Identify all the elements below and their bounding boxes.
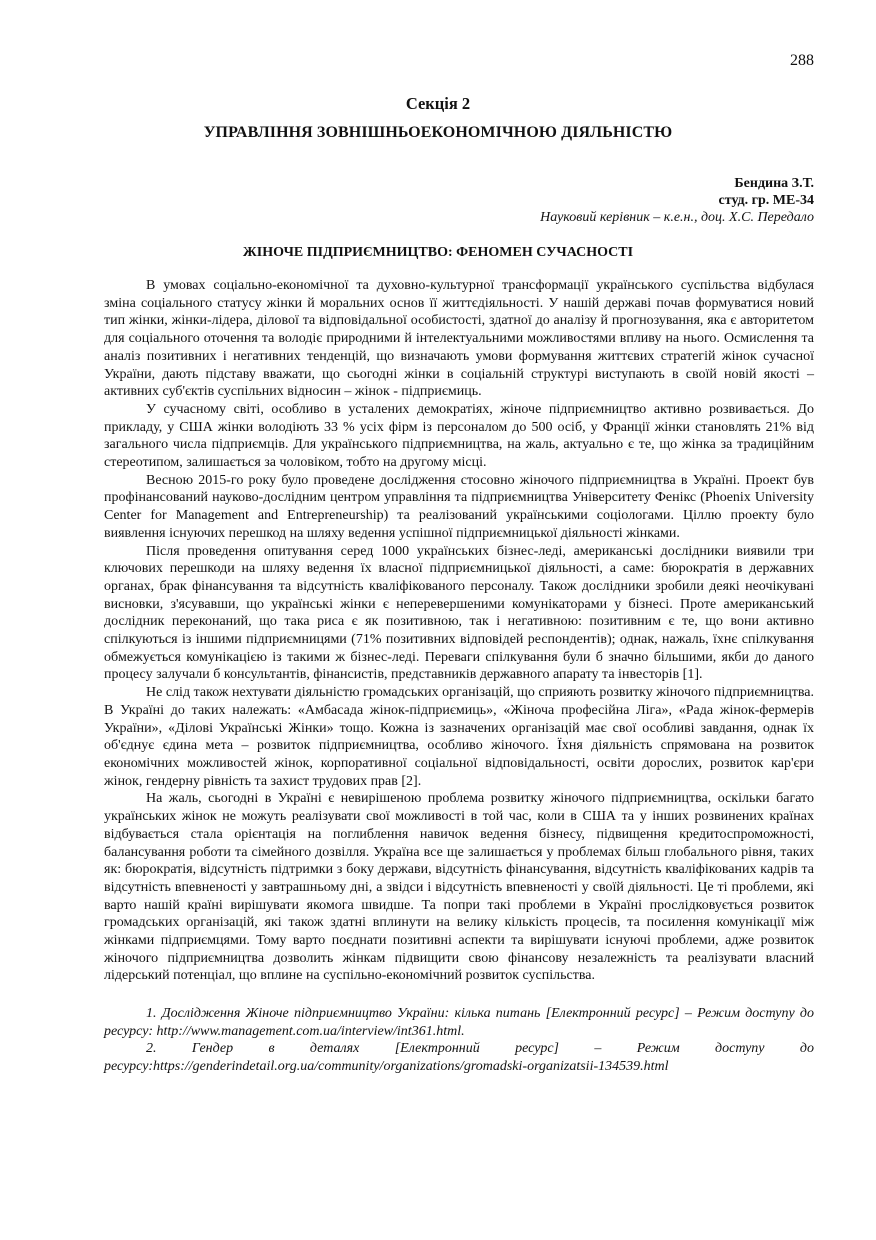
page-number: 288 [790, 52, 814, 69]
author-block [540, 175, 814, 226]
references [104, 1005, 814, 1076]
paragraph: Не слід також нехтувати діяльністю громадських організацій, що сприяють розвитку жіночого підприємництва. В Україні до таких належать: «Амбасада жінок-підприємиць», «Жіноча професійна Ліга», «Рада жінок-фермерів України», «Ділові Українські Жінки» тощо. Кожна із зазначених організацій має свої особливі завдання, однак їх об'єднує єдина мета – розвиток підприємництва, особливо жіночого. Їхня діяльність спрямована на розвиток економічних можливостей жінок, корпоративної соціальної відповідальності, освіти дорослих, розвиток кар'єри жінок, гендерну рівність та захист трудових прав [2]. [104, 685, 814, 789]
section-label: Секція 2 [405, 94, 471, 113]
section-title: УПРАВЛІННЯ ЗОВНІШНЬОЕКОНОМІЧНОЮ ДІЯЛЬНІСТЮ [203, 124, 673, 141]
paragraph: В умовах соціально-економічної та духовно-культурної трансформації українського суспільства відбулася зміна соціального статусу жінки й моральних основ її життєдіяльності. У нашій державі почав формуватися новий тип жінки, жінки-лідера, ділової та відповідальної особистості, здатної до аналізу й прогнозування, яка є авторитетом для соціального оточення та володіє природними й інтелектуальними можливостями впливу на нього. Осмислення та аналіз позитивних і негативних тенденцій, що визначають умови формування життєвих стратегій жінок сучасної України, дають підставу вважати, що сьогодні жінки в соціальній структурі виступають в своїй новій якості – активних суб'єктів суспільних відносин – жінок - підприємиць. [104, 278, 814, 400]
paragraph: Весною 2015-го року було проведене дослідження стосовно жіночого підприємництва в Україні. Проект був профінансований науково-дослідним центром управління та підприємництва Університету Фенікс (Phoenix University Center for Management and Entrepreneurship) та реалізований українськими соціологами. Ціллю проекту було виявлення існуючих перешкод на шляху ведення успішної підприємницької діяльності жінками. [104, 472, 814, 541]
article-title: ЖІНОЧЕ ПІДПРИЄМНИЦТВО: ФЕНОМЕН СУЧАСНОСТІ [242, 245, 634, 260]
reference-item: 2. Гендер в деталях [Електронний ресурс] – Режим доступу до ресурсу:https://genderindetail.org.ua/community/organizations/gromadski-organizatsii-134539.html [104, 1041, 814, 1075]
paragraph: На жаль, сьогодні в Україні є невирішеною проблема розвитку жіночого підприємництва, оскільки багато українських жінок не можуть реалізувати свої можливості в той час, коли в США та у інших розвинених країнах відбувається стала орієнтація на поглиблення навичок ведення бізнесу, підвищення кредитоспроможності, балансування роботи та сімейного дозвілля. Україна все ще залишається у проблемах більш глобального рівня, таких як: бюрократія, відсутність підтримки з боку держави, відсутність фінансування, відсутність кваліфікованих кадрів та відсутність впевненості у завтрашньому дні, а звідси і відсутність впевненості у своїй діяльності. Це ті проблеми, які варто нашій країні вирішувати якомога швидше. Та попри такі проблеми в Україні прослідковується розвиток громадських організацій, які також здатні вплинути на велику кількість процесів, та посилення комунікації між жінками підприємцями. Тому варто поєднати позитивні аспекти та вирішувати існуючі проблеми, адже розвиток жіночого підприємництва дозволить жінкам підвищити свою фінансову незалежність та реалізувати власний лідерський потенціал, що вплине на суспільно-економічний розвиток суспільства. [104, 791, 814, 984]
reference-item: 1. Дослідження Жіноче підприємництво України: кілька питань [Електронний ресурс] – Режим доступу до ресурсу: http://www.management.com.ua/interview/int361.html. [104, 1006, 814, 1039]
paragraph: Після проведення опитування серед 1000 українських бізнес-леді, американські дослідники виявили три ключових перешкоди на шляху ведення їх власної підприємницької діяльності, а саме: бюрократія в державних органах, брак фінансування та відсутність кваліфікованого персоналу. Також дослідники зробили деякі неочікувані висновки, з'ясувавши, що українські жінки є неперевершеними комунікаторами у бізнесі. Проте американський дослідник переконаний, що така риса є як позитивною, так і негативною: позитивним є те, що вони активно спілкуються із іншими підприємницями (71% позитивних відповідей респондентів); однак, нажаль, їхнє спілкування обмежується комунікацією із такими ж бізнес-леді. Переваги спілкування були б значно більшими, якби до даного процесу залучали б консультантів, фінансистів, представників державного апарату та інвесторів [1]. [104, 543, 814, 683]
supervisor: Науковий керівник – к.е.н., доц. Х.С. Передало [540, 210, 814, 225]
article-body [104, 277, 814, 985]
author-group: студ. гр. МЕ-34 [718, 193, 814, 208]
paragraph: У сучасному світі, особливо в усталених демократіях, жіноче підприємництво активно розвивається. До прикладу, у США жінки володіють 33 % усіх фірм із персоналом до 500 осіб, у Франції жінки становлять 21% від загального числа підприємців. Для українського підприємництва, на жаль, актуально є те, що жінка за традиційним стереотипом, залишається за чоловіком, тобто на другому місці. [104, 401, 814, 471]
author-name: Бендина З.Т. [734, 176, 814, 191]
